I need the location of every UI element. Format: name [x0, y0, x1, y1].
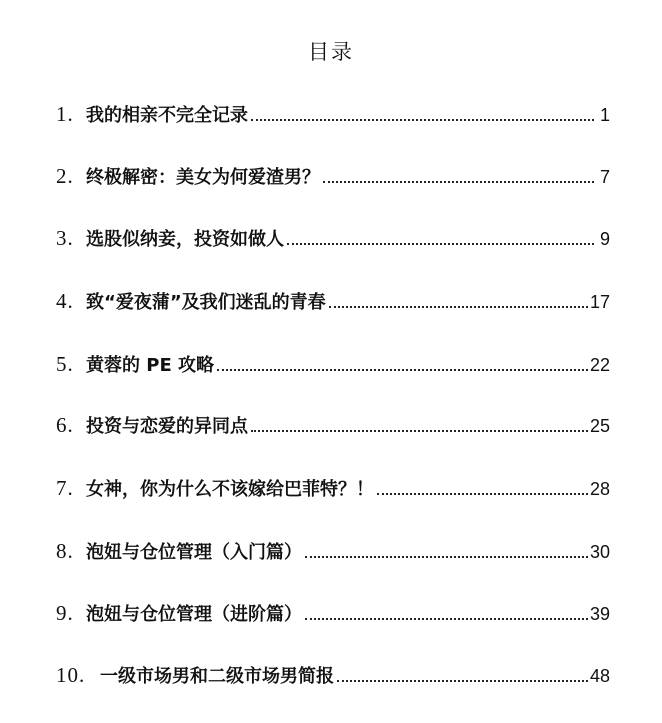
- entry-number: 2.: [56, 164, 74, 188]
- entry-page: 25: [589, 416, 610, 436]
- dot-leader: [305, 555, 588, 558]
- dot-leader: [305, 617, 588, 620]
- entry-title[interactable]: 终极解密：美女为何爱渣男？: [86, 167, 320, 188]
- toc-entry[interactable]: [56, 538, 610, 568]
- entry-number: 10.: [56, 663, 86, 687]
- dot-leader: [251, 429, 588, 432]
- toc-entry[interactable]: [56, 600, 610, 630]
- dot-leader: [323, 180, 594, 183]
- entry-page: 22: [589, 355, 610, 375]
- entry-number: 9.: [56, 601, 74, 625]
- toc-entry[interactable]: [56, 225, 610, 255]
- toc-entry[interactable]: [56, 412, 610, 442]
- toc-entry[interactable]: [56, 101, 610, 131]
- entry-page: 1: [599, 105, 610, 125]
- entry-title[interactable]: 泡妞与仓位管理（入门篇）: [86, 542, 302, 563]
- dot-leader: [377, 492, 588, 495]
- entry-page: 17: [589, 292, 610, 312]
- entry-page: 30: [589, 542, 610, 562]
- dot-leader: [337, 679, 588, 682]
- entry-page: 9: [599, 229, 610, 249]
- toc-entry[interactable]: [56, 662, 610, 692]
- entry-number: 5.: [56, 352, 74, 376]
- entry-page: 39: [589, 604, 610, 624]
- dot-leader: [329, 305, 588, 308]
- toc-entry[interactable]: [56, 288, 610, 318]
- entry-title[interactable]: 泡妞与仓位管理（进阶篇）: [86, 604, 302, 625]
- entry-number: 7.: [56, 476, 74, 500]
- entry-title[interactable]: 我的相亲不完全记录: [86, 105, 248, 126]
- entry-title[interactable]: 女神，你为什么不该嫁给巴菲特？！: [86, 479, 374, 500]
- entry-page: 28: [589, 479, 610, 499]
- entry-number: 4.: [56, 289, 74, 313]
- entry-number: 1.: [56, 102, 74, 126]
- entry-page: 7: [599, 167, 610, 187]
- entry-number: 8.: [56, 539, 74, 563]
- toc-title: 目录: [308, 40, 354, 64]
- entry-title[interactable]: 致“爱夜蒲”及我们迷乱的青春: [86, 292, 326, 313]
- entry-number: 3.: [56, 226, 74, 250]
- entry-title[interactable]: 投资与恋爱的异同点: [86, 416, 248, 437]
- entry-number: 6.: [56, 413, 74, 437]
- dot-leader: [251, 118, 594, 121]
- entry-title[interactable]: 黄蓉的 PE 攻略: [86, 355, 215, 376]
- toc-entry[interactable]: [56, 475, 610, 505]
- entry-title[interactable]: 选股似纳妾，投资如做人: [86, 229, 284, 250]
- entry-title[interactable]: 一级市场男和二级市场男简报: [100, 666, 334, 687]
- dot-leader: [287, 242, 594, 245]
- toc-entry[interactable]: [56, 163, 610, 193]
- dot-leader: [217, 368, 588, 371]
- entry-page: 48: [589, 666, 610, 686]
- toc-entry[interactable]: [56, 351, 610, 381]
